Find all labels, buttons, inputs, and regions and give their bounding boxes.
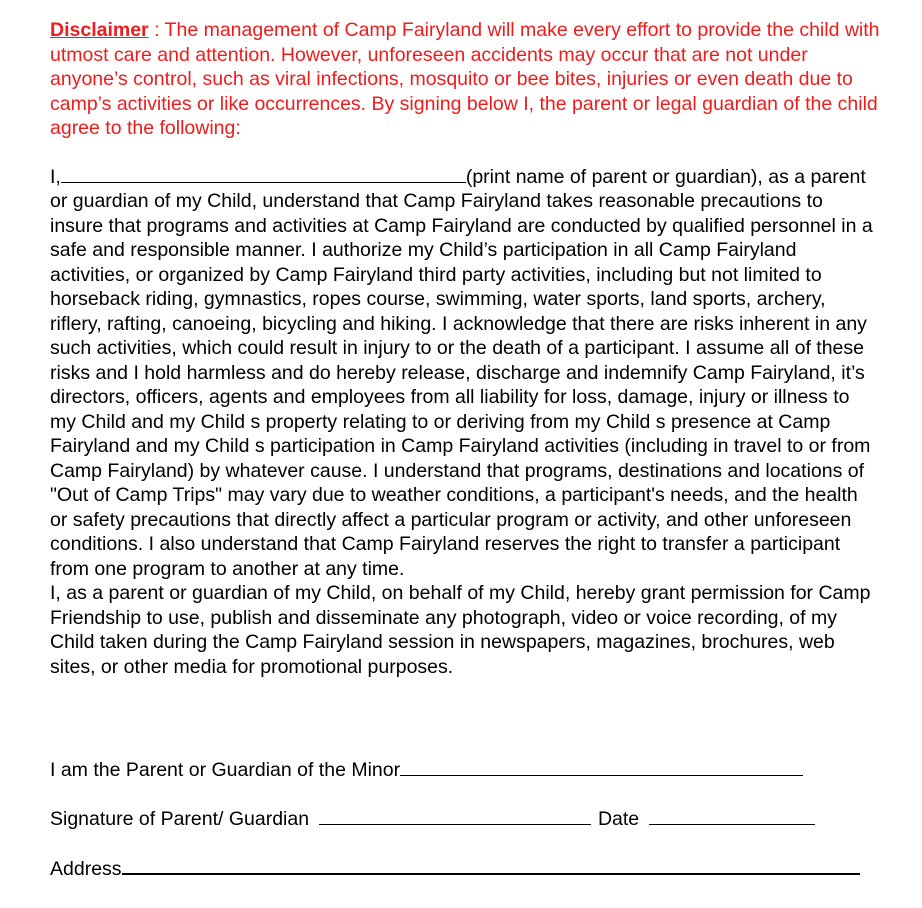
parent-confirmation-label: I am the Parent or Guardian of the Minor (50, 759, 401, 781)
disclaimer-text: : The management of Camp Fairyland will make every effort to provide the child with utmost care and attention. However, unforeseen accidents may occur that are not under anyone’s control, such as viral infections, mosquito or bee bites, injuries or even death due to camp’s activities or like occurrences. By signing below I, the parent or legal guardian of the child agree to the following: (50, 19, 880, 139)
disclaimer-paragraph (50, 0, 880, 141)
parent-confirmation-row (50, 757, 803, 782)
minor-name-field[interactable] (400, 757, 803, 776)
address-label: Address (50, 858, 122, 880)
disclaimer-label: Disclaimer (50, 19, 149, 41)
address-field[interactable] (122, 855, 860, 875)
agreement-text: (print name of parent or guardian), as a parent or guardian of my Child, understand that Camp Fairyland takes reasonable precautions to insure that programs and activities at Camp Fairyland are conducted by qualified personnel in a safe and responsible manner. I authorize my Child’s participation in all Camp Fairyland activities, or organized by Camp Fairyland third party activities, including but not limited to horseback riding, gymnastics, ropes course, swimming, water sports, land sports, archery, riflery, rafting, canoeing, bicycling and hiking. I acknowledge that there are risks inherent in any such activities, which could result in injury to or the death of a participant. I assume all of these risks and I hold harmless and do hereby release, discharge and indemnify Camp Fairyland, it’s directors, officers, agents and employees from all liability for loss, damage, injury or illness to my Child and my Child s property relating to or deriving from my Child s presence at Camp Fairyland and my Child s participation in Camp Fairyland activities (including in travel to or from Camp Fairyland) by whatever cause. I understand that programs, destinations and locations of "Out of Camp Trips" may vary due to weather conditions, a participant's needs, and the health or safety precautions that directly affect a particular program or activity, and other unforeseen conditions. I also understand that Camp Fairyland reserves the right to transfer a participant from one program to another at any time. (50, 165, 873, 580)
agreement-prefix: I, (50, 165, 61, 188)
date-field[interactable] (649, 806, 815, 825)
signature-row (50, 806, 815, 831)
signature-field[interactable] (319, 806, 591, 825)
address-row (50, 855, 860, 881)
photo-release-paragraph (50, 581, 880, 679)
date-label: Date (597, 808, 640, 830)
agreement-paragraph (50, 165, 880, 582)
signature-label: Signature of Parent/ Guardian (50, 808, 310, 830)
waiver-document (50, 0, 880, 679)
photo-release-text: I, as a parent or guardian of my Child, on behalf of my Child, hereby grant permission for Camp Friendship to use, publish and disseminate any photograph, video or voice recording, of my Child taken during the Camp Fairyland session in newspapers, magazines, brochures, web sites, or other media for promotional purposes. (50, 582, 871, 678)
parent-name-field[interactable] (61, 165, 466, 183)
